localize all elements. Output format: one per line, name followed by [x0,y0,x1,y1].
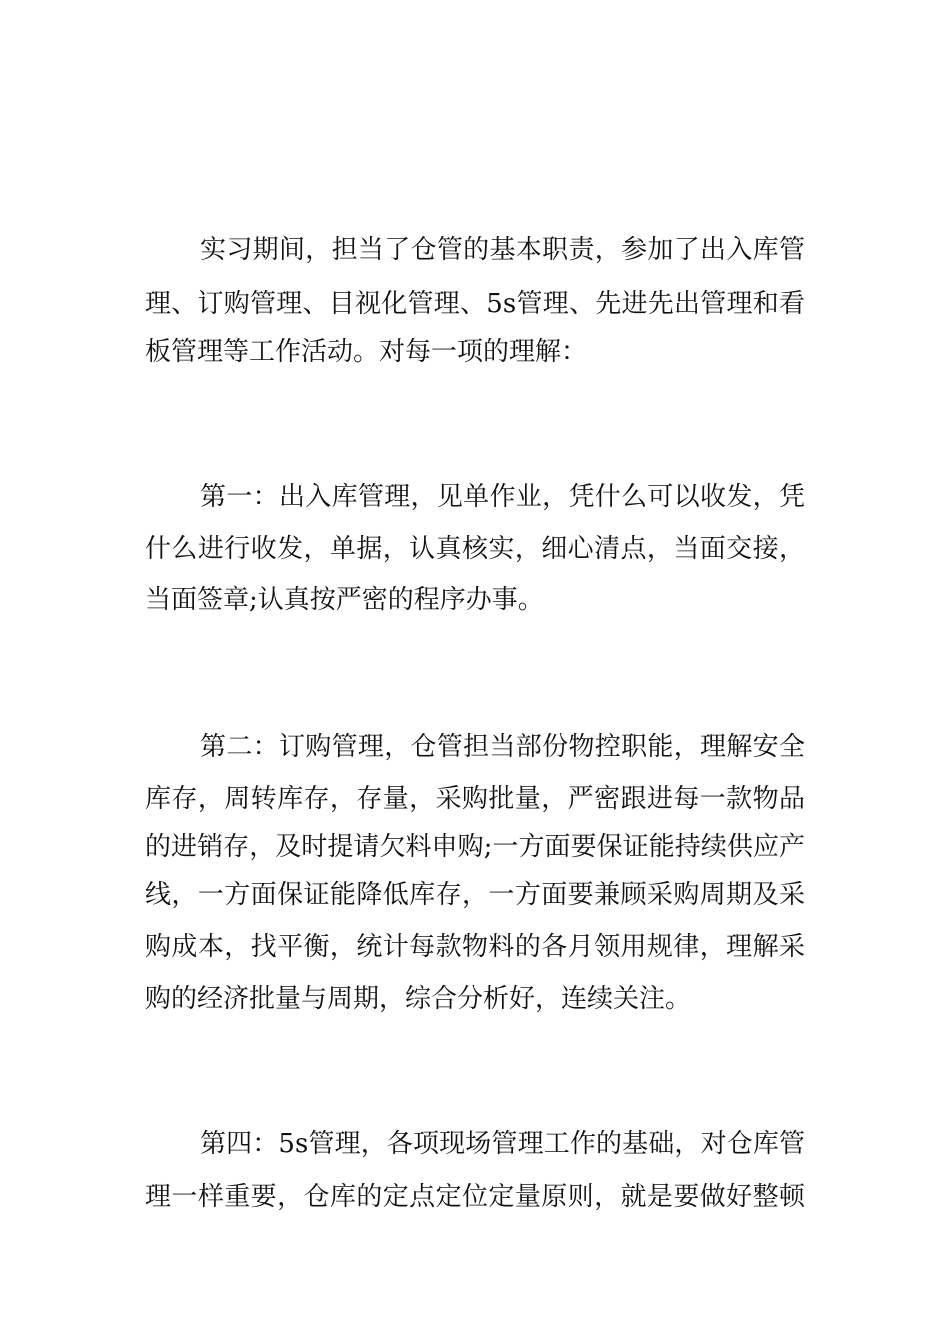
paragraph-line: 什么进行收发，单据，认真核实，细心清点，当面交接， [145,534,805,564]
paragraph-line: 第一：出入库管理，见单作业，凭什么可以收发，凭 [200,482,805,512]
paragraph-line: 的进销存，及时提请欠料申购;一方面要保证能持续供应产 [145,832,805,862]
paragraph-line: 当面签章;认真按严密的程序办事。 [145,585,544,615]
paragraph-line: 理、订购管理、目视化管理、5s管理、先进先出管理和看 [145,289,805,319]
paragraph-line: 实习期间，担当了仓管的基本职责，参加了出入库管 [200,235,805,265]
paragraph-line: 理一样重要，仓库的定点定位定量原则，就是要做好整顿 [145,1182,805,1212]
paragraph-line: 板管理等工作活动。对每一项的理解： [145,337,588,367]
paragraph-line: 购的经济批量与周期，综合分析好，连续关注。 [145,984,692,1014]
paragraph-line: 第四：5s管理，各项现场管理工作的基础，对仓库管 [200,1129,805,1159]
paragraph-line: 第二：订购管理，仓管担当部份物控职能，理解安全 [200,732,805,762]
paragraph-line: 库存，周转库存，存量，采购批量，严密跟进每一款物品 [145,784,805,814]
paragraph-line: 线，一方面保证能降低库存，一方面要兼顾采购周期及采 [145,880,805,910]
paragraph-line: 购成本，找平衡，统计每款物料的各月领用规律，理解采 [145,932,805,962]
